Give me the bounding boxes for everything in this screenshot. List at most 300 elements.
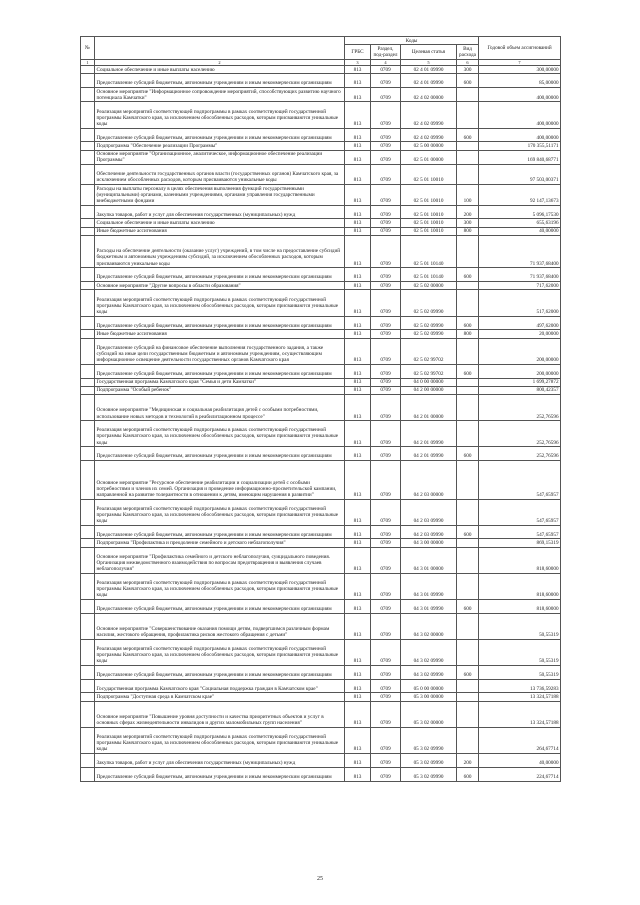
amount-value: 517,62000 — [479, 290, 561, 316]
index-cell: 2 — [95, 59, 345, 65]
expense-type-code — [457, 679, 479, 693]
razdel-code: 0709 — [371, 236, 401, 268]
razdel-code: 0709 — [371, 290, 401, 316]
row-name: Основное мероприятие "Другие вопросы в области образования" — [95, 282, 345, 290]
amount-value: 13 736,59283 — [479, 679, 561, 693]
grbs-code: 813 — [345, 461, 371, 499]
razdel-code: 0709 — [371, 613, 401, 639]
row-name: Государственная программа Камчатского края "Социальная поддержка граждан в Камчатском крае" — [95, 679, 345, 693]
expense-type-code: 200 — [457, 205, 479, 219]
table-row — [81, 599, 561, 613]
table-row — [81, 227, 561, 235]
num-cell — [81, 573, 95, 599]
target-article-code: 04 2 01 09990 — [401, 421, 457, 447]
expense-type-code: 800 — [457, 227, 479, 235]
expense-type-code — [457, 165, 479, 185]
grbs-code: 813 — [345, 236, 371, 268]
grbs-code: 813 — [345, 290, 371, 316]
expense-type-code — [457, 573, 479, 599]
row-name: Предоставление субсидий бюджетным, автономным учреждениям и иным некоммерческим организациям — [95, 316, 345, 330]
grbs-code: 813 — [345, 499, 371, 525]
table-row — [81, 282, 561, 290]
razdel-code: 0709 — [371, 150, 401, 164]
razdel-code: 0709 — [371, 639, 401, 665]
grbs-code: 813 — [345, 128, 371, 142]
table-row — [81, 693, 561, 701]
table-row — [81, 150, 561, 164]
grbs-code: 813 — [345, 421, 371, 447]
expense-type-code — [457, 421, 479, 447]
target-article-code: 04 0 00 00000 — [401, 378, 457, 386]
amount-value: 200,00000 — [479, 338, 561, 364]
amount-value: 1 699,27872 — [479, 378, 561, 386]
grbs-code: 813 — [345, 767, 371, 781]
page-number: 25 — [317, 876, 323, 882]
num-cell — [81, 142, 95, 150]
target-article-code: 05 3 02 09990 — [401, 753, 457, 767]
amount-value: 400,00000 — [479, 102, 561, 128]
target-article-code: 04 3 00 00000 — [401, 539, 457, 547]
target-article-code: 02 5 01 10010 — [401, 165, 457, 185]
row-name: Реализация мероприятий соответствующей подпрограммы в рамках соответствующей государственной программы Камчатского края, за исключением обособленных расходов, которым присваиваются уникальные коды — [95, 421, 345, 447]
num-cell — [81, 316, 95, 330]
grbs-code: 813 — [345, 395, 371, 421]
expense-type-code — [457, 236, 479, 268]
table-row — [81, 665, 561, 679]
table-row — [81, 205, 561, 219]
num-cell — [81, 185, 95, 206]
num-cell — [81, 65, 95, 73]
target-article-code: 05 3 02 09990 — [401, 727, 457, 753]
table-row — [81, 185, 561, 206]
target-article-code: 05 3 02 09990 — [401, 767, 457, 781]
target-article-code: 04 2 00 00000 — [401, 386, 457, 394]
num-cell — [81, 693, 95, 701]
target-article-code: 05 3 02 00000 — [401, 701, 457, 727]
target-article-code: 02 4 01 09990 — [401, 74, 457, 88]
index-cell: 7 — [479, 59, 561, 65]
row-name: Основное мероприятие "Информационное сопровождение мероприятий, способствующих развитию научного потенциала Камчатки" — [95, 88, 345, 102]
target-article-code: 02 4 02 00000 — [401, 88, 457, 102]
row-name: Предоставление субсидий бюджетным, автономным учреждениям и иным некоммерческим организациям — [95, 665, 345, 679]
target-article-code: 04 2 01 00000 — [401, 395, 457, 421]
amount-value: 818,60000 — [479, 573, 561, 599]
expense-type-code — [457, 461, 479, 499]
amount-value: 50,55319 — [479, 665, 561, 679]
amount-value: 869,15319 — [479, 539, 561, 547]
expense-type-code: 200 — [457, 753, 479, 767]
grbs-code: 813 — [345, 165, 371, 185]
expense-type-code: 100 — [457, 185, 479, 206]
table-row — [81, 539, 561, 547]
header-codes-group: Коды — [345, 37, 479, 45]
header-razdel: Раздел, под-раздел — [371, 45, 401, 59]
amount-value: 40,00000 — [479, 227, 561, 235]
grbs-code: 813 — [345, 142, 371, 150]
target-article-code: 02 5 02 99702 — [401, 338, 457, 364]
budget-table — [80, 36, 561, 782]
table-row — [81, 236, 561, 268]
amount-value: 252,76596 — [479, 421, 561, 447]
grbs-code: 813 — [345, 330, 371, 338]
grbs-code: 813 — [345, 185, 371, 206]
index-cell: 1 — [81, 59, 95, 65]
num-cell — [81, 613, 95, 639]
table-row — [81, 395, 561, 421]
grbs-code: 813 — [345, 693, 371, 701]
row-name: Предоставление субсидий бюджетным, автономным учреждениям и иным некоммерческим организациям — [95, 128, 345, 142]
grbs-code: 813 — [345, 573, 371, 599]
target-article-code: 02 5 01 10140 — [401, 236, 457, 268]
amount-value: 400,00000 — [479, 128, 561, 142]
target-article-code: 02 5 02 99702 — [401, 364, 457, 378]
amount-value: 5 096,17530 — [479, 205, 561, 219]
index-cell: 3 — [345, 59, 371, 65]
row-name: Предоставление субсидий бюджетным, автономным учреждениям и иным некоммерческим организациям — [95, 767, 345, 781]
row-name: Предоставление субсидий бюджетным, автономным учреждениям и иным некоммерческим организациям — [95, 364, 345, 378]
header-vid: Вид расхода — [457, 45, 479, 59]
amount-value: 547,65957 — [479, 461, 561, 499]
num-cell — [81, 753, 95, 767]
table-row — [81, 753, 561, 767]
razdel-code: 0709 — [371, 539, 401, 547]
num-cell — [81, 364, 95, 378]
row-name: Расходы на обеспечение деятельности (оказание услуг) учреждений, в том числе на предоставление субсидий бюджетным и автономным учреждениям субсидий, за исключением обособленных расходов, которым присваиваются уникальные коды — [95, 236, 345, 268]
expense-type-code — [457, 693, 479, 701]
table-row — [81, 330, 561, 338]
num-cell — [81, 386, 95, 394]
row-name: Основное мероприятие "Медицинская и социальная реабилитация детей с особыми потребностями, использование новых методов и технологий в реабилитационном процессе" — [95, 395, 345, 421]
num-cell — [81, 499, 95, 525]
table-row — [81, 364, 561, 378]
target-article-code: 02 5 02 09990 — [401, 290, 457, 316]
grbs-code: 813 — [345, 205, 371, 219]
table-row — [81, 338, 561, 364]
row-name: Предоставление субсидий бюджетным, автономным учреждениям и иным некоммерческим организациям — [95, 599, 345, 613]
target-article-code: 02 4 02 09990 — [401, 102, 457, 128]
target-article-code: 05 0 00 00000 — [401, 679, 457, 693]
razdel-code: 0709 — [371, 573, 401, 599]
expense-type-code — [457, 701, 479, 727]
row-name: Социальное обеспечение и иные выплаты населению — [95, 65, 345, 73]
num-cell — [81, 447, 95, 461]
num-cell — [81, 727, 95, 753]
amount-value: 71 937,68400 — [479, 236, 561, 268]
table-row — [81, 74, 561, 88]
table-row — [81, 378, 561, 386]
amount-value: 252,76596 — [479, 447, 561, 461]
table-row — [81, 573, 561, 599]
row-name: Предоставление субсидий на финансовое обеспечение выполнения государственного задания, а также субсидий на иные цели государственным бюджетным и автономным учреждениям, осуществляющим информационное освещение деятельности государственных органов Камчатского края — [95, 338, 345, 364]
table-row — [81, 316, 561, 330]
target-article-code: 04 3 02 09990 — [401, 639, 457, 665]
header-grbs: ГРБС — [345, 45, 371, 59]
razdel-code: 0709 — [371, 499, 401, 525]
table-row — [81, 88, 561, 102]
razdel-code: 0709 — [371, 386, 401, 394]
expense-type-code — [457, 547, 479, 573]
amount-value: 13 324,57188 — [479, 701, 561, 727]
num-cell — [81, 539, 95, 547]
row-name: Подпрограмма "Особый ребенок" — [95, 386, 345, 394]
num-cell — [81, 128, 95, 142]
row-name: Основное мероприятие "Повышение уровня доступности и качества приоритетных объектов и услуг в основных сферах жизнедеятельности инвалидов и других маломобильных групп населения" — [95, 701, 345, 727]
amount-value: 252,76596 — [479, 395, 561, 421]
grbs-code: 813 — [345, 88, 371, 102]
row-name: Предоставление субсидий бюджетным, автономным учреждениям и иным некоммерческим организациям — [95, 447, 345, 461]
amount-value: 169 840,68771 — [479, 150, 561, 164]
table-row — [81, 386, 561, 394]
table-row — [81, 290, 561, 316]
expense-type-code — [457, 539, 479, 547]
grbs-code: 813 — [345, 539, 371, 547]
amount-value: 400,00000 — [479, 88, 561, 102]
target-article-code: 02 4 01 09990 — [401, 65, 457, 73]
target-article-code: 02 5 01 10010 — [401, 185, 457, 206]
grbs-code: 813 — [345, 316, 371, 330]
table-row — [81, 767, 561, 781]
target-article-code: 04 2 01 09990 — [401, 447, 457, 461]
num-cell — [81, 268, 95, 282]
target-article-code: 04 3 02 00000 — [401, 613, 457, 639]
amount-value: 655,63196 — [479, 219, 561, 227]
expense-type-code — [457, 386, 479, 394]
amount-value: 97 503,00371 — [479, 165, 561, 185]
razdel-code: 0709 — [371, 395, 401, 421]
table-row — [81, 219, 561, 227]
target-article-code: 02 5 01 10140 — [401, 268, 457, 282]
expense-type-code: 600 — [457, 128, 479, 142]
razdel-code: 0709 — [371, 547, 401, 573]
target-article-code: 04 2 03 00000 — [401, 461, 457, 499]
grbs-code: 813 — [345, 679, 371, 693]
table-body — [81, 65, 561, 781]
table-row — [81, 461, 561, 499]
num-cell — [81, 701, 95, 727]
target-article-code: 04 3 02 09990 — [401, 665, 457, 679]
grbs-code: 813 — [345, 282, 371, 290]
num-cell — [81, 599, 95, 613]
header-num: № — [81, 37, 95, 60]
expense-type-code — [457, 290, 479, 316]
razdel-code: 0709 — [371, 525, 401, 539]
amount-value: 547,65957 — [479, 499, 561, 525]
amount-value: 20,00000 — [479, 330, 561, 338]
target-article-code: 02 5 01 10010 — [401, 227, 457, 235]
expense-type-code — [457, 499, 479, 525]
amount-value: 717,62000 — [479, 282, 561, 290]
razdel-code: 0709 — [371, 74, 401, 88]
target-article-code: 02 5 01 10010 — [401, 205, 457, 219]
grbs-code: 813 — [345, 447, 371, 461]
table-row — [81, 639, 561, 665]
expense-type-code — [457, 395, 479, 421]
target-article-code: 02 5 02 09990 — [401, 316, 457, 330]
grbs-code: 813 — [345, 525, 371, 539]
razdel-code: 0709 — [371, 282, 401, 290]
razdel-code: 0709 — [371, 364, 401, 378]
index-cell: 6 — [457, 59, 479, 65]
row-name: Подпрограмма "Профилактика и преодоление семейного и детского неблагополучия" — [95, 539, 345, 547]
grbs-code: 813 — [345, 74, 371, 88]
num-cell — [81, 282, 95, 290]
num-cell — [81, 378, 95, 386]
razdel-code: 0709 — [371, 142, 401, 150]
amount-value: 13 324,57188 — [479, 693, 561, 701]
expense-type-code: 600 — [457, 268, 479, 282]
header-tselevaya: Целевая статья — [401, 45, 457, 59]
num-cell — [81, 679, 95, 693]
grbs-code: 813 — [345, 364, 371, 378]
num-cell — [81, 102, 95, 128]
expense-type-code — [457, 613, 479, 639]
amount-value: 85,00000 — [479, 74, 561, 88]
razdel-code: 0709 — [371, 599, 401, 613]
table-row — [81, 421, 561, 447]
grbs-code: 813 — [345, 227, 371, 235]
razdel-code: 0709 — [371, 330, 401, 338]
num-cell — [81, 236, 95, 268]
num-cell — [81, 227, 95, 235]
razdel-code: 0709 — [371, 316, 401, 330]
razdel-code: 0709 — [371, 693, 401, 701]
row-name: Подпрограмма "Доступная среда в Камчатском крае" — [95, 693, 345, 701]
num-cell — [81, 461, 95, 499]
grbs-code: 813 — [345, 150, 371, 164]
row-name: Реализация мероприятий соответствующей подпрограммы в рамках соответствующей государственной программы Камчатского края, за исключением обособленных расходов, которым присваиваются уникальные коды — [95, 573, 345, 599]
razdel-code: 0709 — [371, 338, 401, 364]
expense-type-code — [457, 338, 479, 364]
expense-type-code: 300 — [457, 65, 479, 73]
amount-value: 50,55319 — [479, 639, 561, 665]
row-name: Реализация мероприятий соответствующей подпрограммы в рамках соответствующей государственной программы Камчатского края, за исключением обособленных расходов, которым присваиваются уникальные коды — [95, 639, 345, 665]
table-header — [81, 37, 561, 66]
num-cell — [81, 767, 95, 781]
grbs-code: 813 — [345, 753, 371, 767]
row-name: Реализация мероприятий соответствующей подпрограммы в рамках соответствующей государственной программы Камчатского края, за исключением обособленных расходов, которым присваиваются уникальные коды — [95, 102, 345, 128]
amount-value: 40,00000 — [479, 753, 561, 767]
row-name: Закупка товаров, работ и услуг для обеспечения государственных (муниципальных) нужд — [95, 205, 345, 219]
header-name — [95, 37, 345, 60]
expense-type-code: 600 — [457, 74, 479, 88]
expense-type-code — [457, 282, 479, 290]
target-article-code: 05 3 00 00000 — [401, 693, 457, 701]
expense-type-code: 800 — [457, 330, 479, 338]
table-row — [81, 727, 561, 753]
amount-value: 200,00000 — [479, 364, 561, 378]
table-row — [81, 65, 561, 73]
expense-type-code: 600 — [457, 364, 479, 378]
row-name: Предоставление субсидий бюджетным, автономным учреждениям и иным некоммерческим организациям — [95, 74, 345, 88]
target-article-code: 04 3 01 09990 — [401, 573, 457, 599]
razdel-code: 0709 — [371, 219, 401, 227]
expense-type-code: 600 — [457, 665, 479, 679]
razdel-code: 0709 — [371, 185, 401, 206]
razdel-code: 0709 — [371, 205, 401, 219]
grbs-code: 813 — [345, 613, 371, 639]
table-row — [81, 525, 561, 539]
grbs-code: 813 — [345, 378, 371, 386]
grbs-code: 813 — [345, 701, 371, 727]
razdel-code: 0709 — [371, 727, 401, 753]
num-cell — [81, 290, 95, 316]
expense-type-code — [457, 142, 479, 150]
razdel-code: 0709 — [371, 701, 401, 727]
grbs-code: 813 — [345, 727, 371, 753]
num-cell — [81, 639, 95, 665]
expense-type-code: 600 — [457, 525, 479, 539]
amount-value: 800,42357 — [479, 386, 561, 394]
row-name: Основное мероприятие "Организационное, аналитическое, информационное обеспечение реализации Программы" — [95, 150, 345, 164]
amount-value: 818,60000 — [479, 547, 561, 573]
amount-value: 497,62000 — [479, 316, 561, 330]
expense-type-code: 600 — [457, 447, 479, 461]
num-cell — [81, 665, 95, 679]
grbs-code: 813 — [345, 338, 371, 364]
num-cell — [81, 88, 95, 102]
table-row — [81, 165, 561, 185]
target-article-code: 02 5 01 00000 — [401, 150, 457, 164]
target-article-code: 02 4 02 09990 — [401, 128, 457, 142]
table-row — [81, 142, 561, 150]
razdel-code: 0709 — [371, 447, 401, 461]
razdel-code: 0709 — [371, 461, 401, 499]
row-name: Основное мероприятие "Совершенствование оказания помощи детям, подвергшимся различным формам насилия, жестокого обращения, профилактика рисков жестокого обращения с детьми" — [95, 613, 345, 639]
num-cell — [81, 165, 95, 185]
num-cell — [81, 74, 95, 88]
grbs-code: 813 — [345, 268, 371, 282]
num-cell — [81, 205, 95, 219]
target-article-code: 04 3 01 00000 — [401, 547, 457, 573]
index-cell: 4 — [371, 59, 401, 65]
table-row — [81, 102, 561, 128]
expense-type-code: 600 — [457, 767, 479, 781]
table-row — [81, 547, 561, 573]
expense-type-code: 600 — [457, 316, 479, 330]
amount-value: 547,65957 — [479, 525, 561, 539]
amount-value: 92 147,13673 — [479, 185, 561, 206]
row-name: Государственная программа Камчатского края "Семья и дети Камчатки" — [95, 378, 345, 386]
row-name: Реализация мероприятий соответствующей подпрограммы в рамках соответствующей государственной программы Камчатского края, за исключением обособленных расходов, которым присваиваются уникальные коды — [95, 727, 345, 753]
num-cell — [81, 525, 95, 539]
target-article-code: 04 2 03 09990 — [401, 525, 457, 539]
row-name: Основное мероприятие "Ресурсное обеспечение реабилитации и социализации детей с особыми потребностями и членов их семей. Организация и проведение информационно-просветительской кампании, направленной на развитие толерантности в отношении к детям, имеющим нарушения в развитии" — [95, 461, 345, 499]
razdel-code: 0709 — [371, 165, 401, 185]
row-name: Реализация мероприятий соответствующей подпрограммы в рамках соответствующей государственной программы Камчатского края, за исключением обособленных расходов, которым присваиваются уникальные коды — [95, 290, 345, 316]
razdel-code: 0709 — [371, 679, 401, 693]
expense-type-code: 600 — [457, 599, 479, 613]
row-name: Обеспечение деятельности государственных органов власти (государственных органов) Камчатского края, за исключением обособленных расходов, которым присваиваются уникальные коды — [95, 165, 345, 185]
amount-value: 264,67714 — [479, 727, 561, 753]
expense-type-code — [457, 378, 479, 386]
expense-type-code — [457, 102, 479, 128]
target-article-code: 02 5 02 09990 — [401, 330, 457, 338]
grbs-code: 813 — [345, 599, 371, 613]
row-name: Социальное обеспечение и иные выплаты населению — [95, 219, 345, 227]
header-total: Годовой объем ассигнований — [479, 37, 561, 60]
expense-type-code: 300 — [457, 219, 479, 227]
razdel-code: 0709 — [371, 65, 401, 73]
table-row — [81, 613, 561, 639]
amount-value: 50,55319 — [479, 613, 561, 639]
razdel-code: 0709 — [371, 378, 401, 386]
amount-value: 224,67714 — [479, 767, 561, 781]
razdel-code: 0709 — [371, 767, 401, 781]
expense-type-code — [457, 150, 479, 164]
num-cell — [81, 421, 95, 447]
table-row — [81, 447, 561, 461]
grbs-code: 813 — [345, 665, 371, 679]
